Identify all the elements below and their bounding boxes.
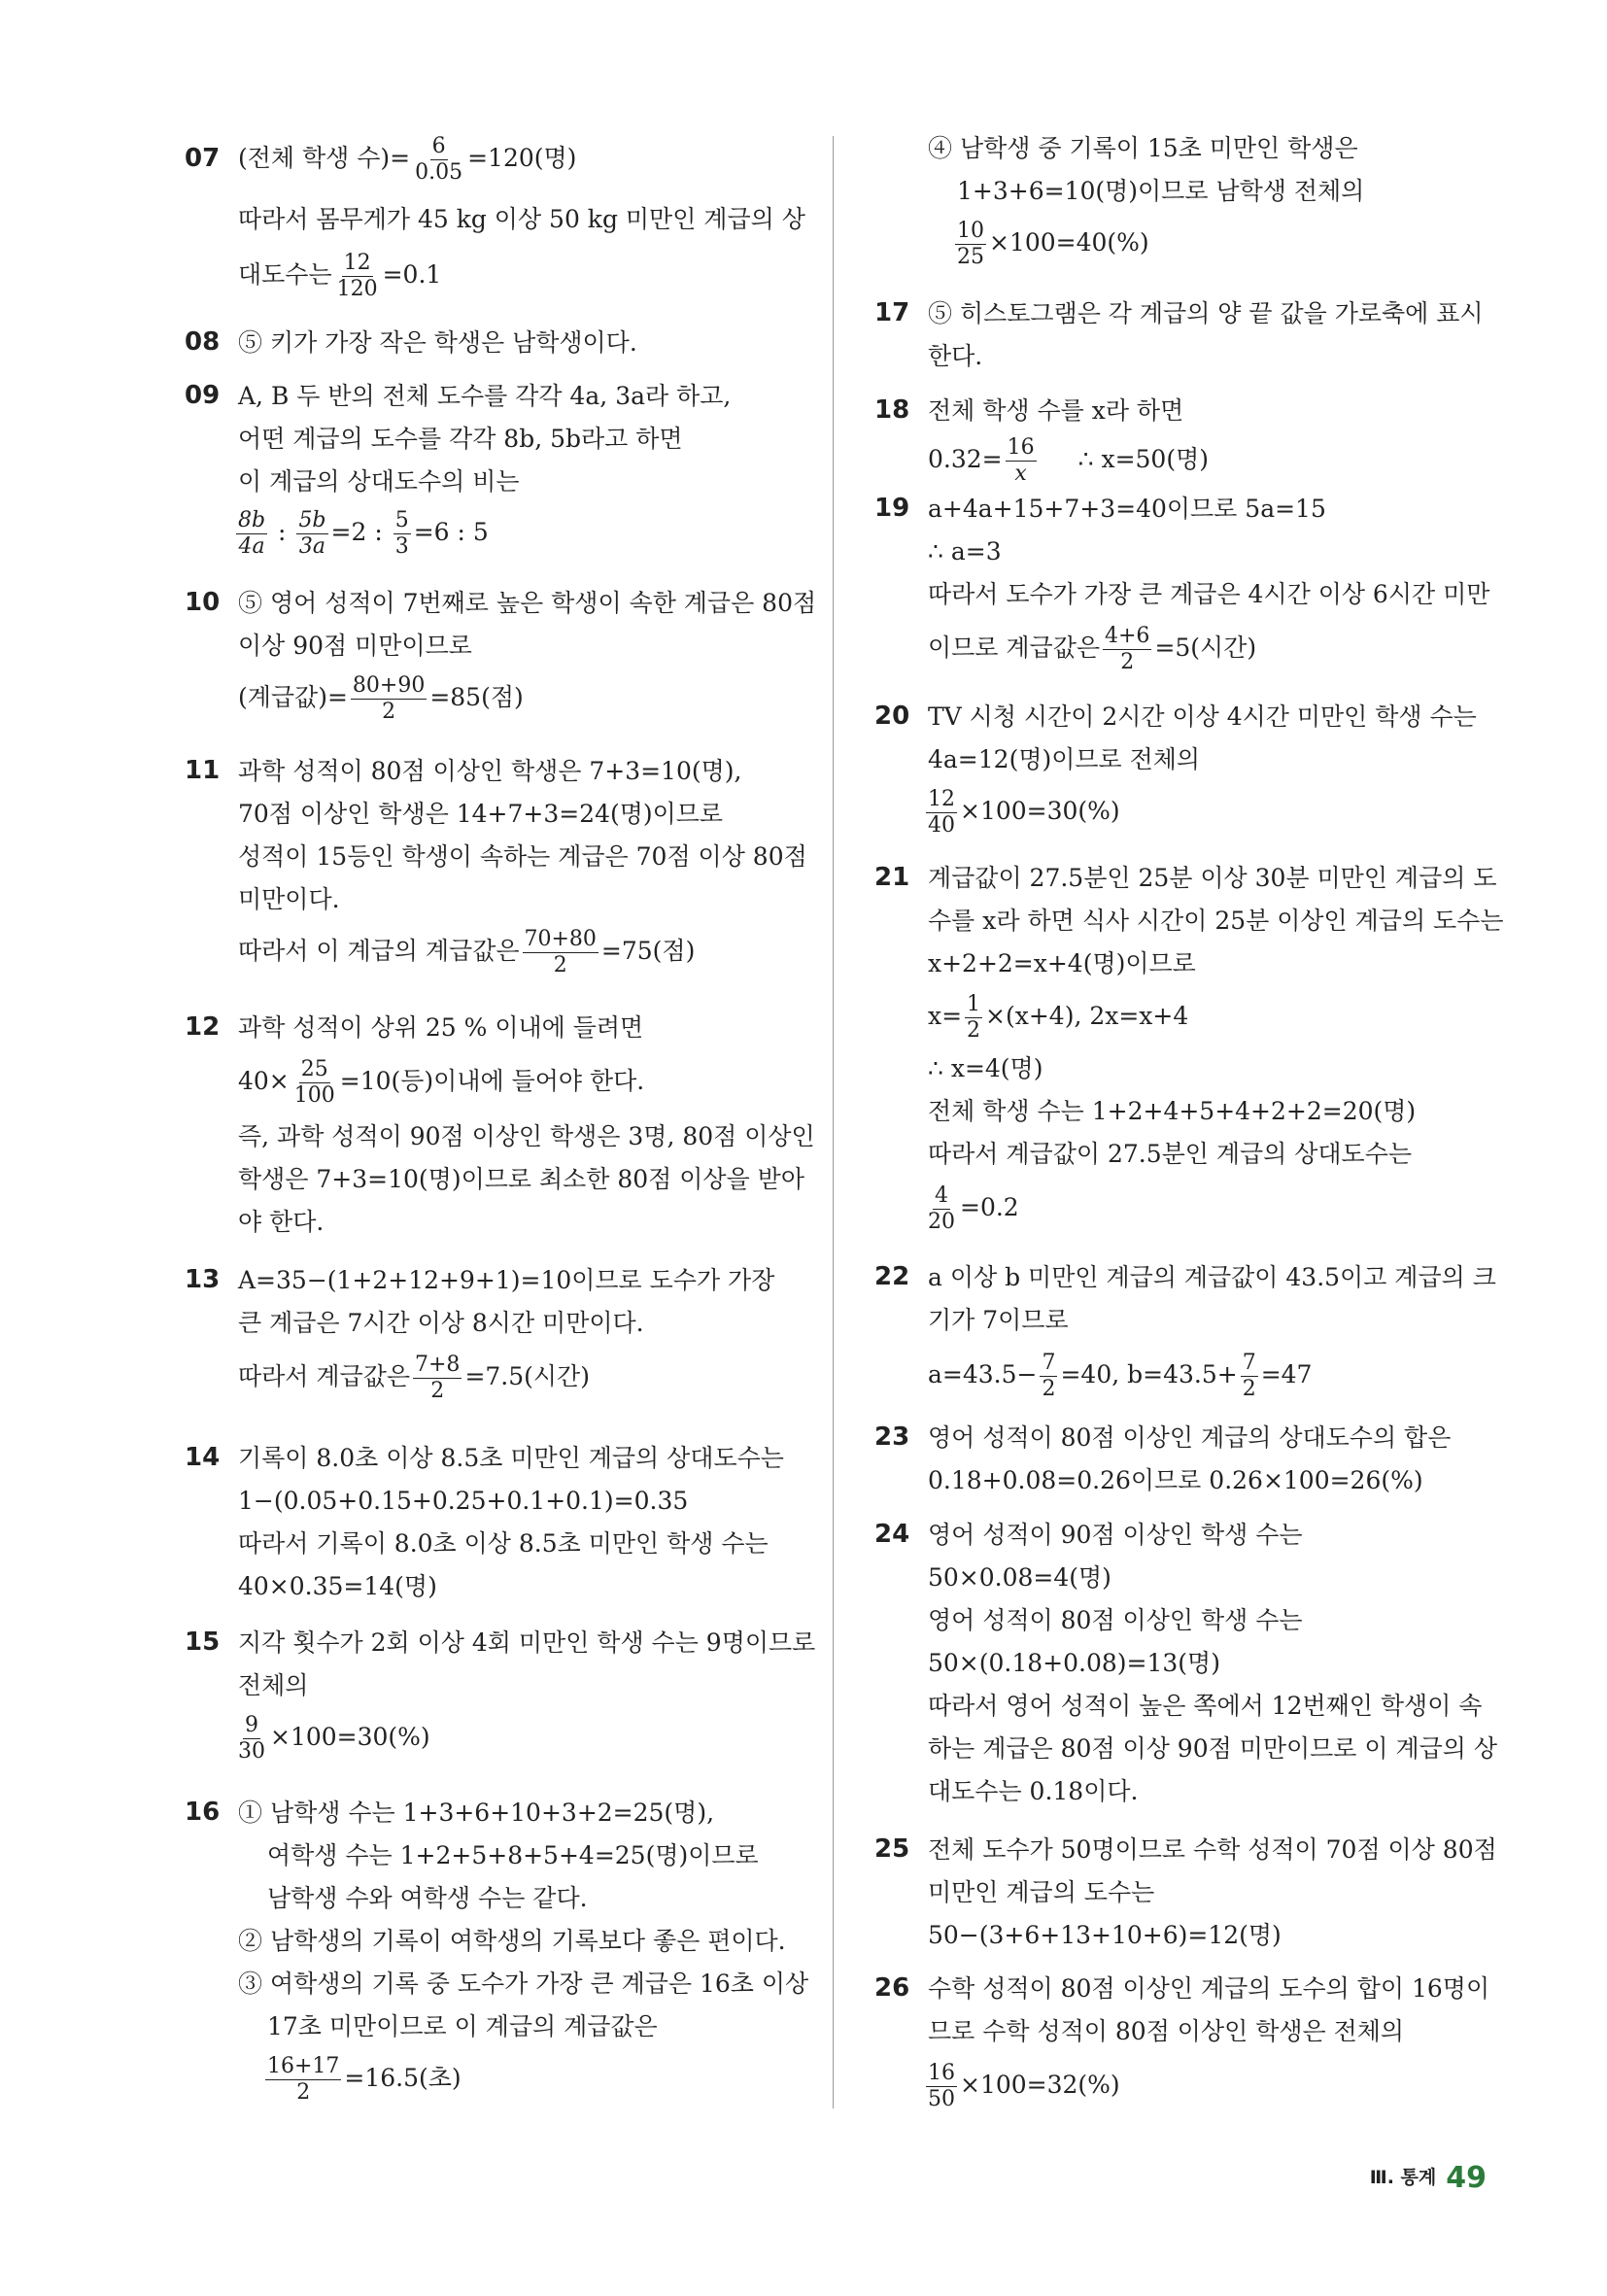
solution-line: (계급값)= $\frac{80+90}{2}$ =85(점) bbox=[238, 673, 524, 724]
solution-line: 대도수는 $\frac{12}{120}$ =0.1 bbox=[238, 251, 442, 301]
fraction: $\frac{10}{25}$ bbox=[957, 219, 984, 269]
solution-line: 따라서 영어 성적이 높은 쪽에서 12번째인 학생이 속 bbox=[928, 1692, 1483, 1720]
solution-line: x+2+2=x+4(명)이므로 bbox=[928, 949, 1196, 977]
solution-line: 기가 7이므로 bbox=[928, 1306, 1069, 1334]
fraction: $\frac{80+90}{2}$ bbox=[352, 673, 426, 724]
solution-line: $\frac{9}{30}$ ×100=30(%) bbox=[238, 1713, 430, 1764]
solution-line: 따라서 기록이 8.0초 이상 8.5초 미만인 학생 수는 bbox=[238, 1529, 769, 1558]
fraction: $\frac{1}{2}$ bbox=[967, 992, 981, 1043]
solution-line: 따라서 몸무게가 45 kg 이상 50 kg 미만인 계급의 상 bbox=[238, 205, 805, 233]
solution-line: 50−(3+6+13+10+6)=12(명) bbox=[928, 1921, 1282, 1949]
solution-line: 0.18+0.08=0.26이므로 0.26×100=26(%) bbox=[928, 1466, 1423, 1494]
solution-line: ⑤ 키가 가장 작은 학생은 남학생이다. bbox=[238, 328, 637, 357]
problem-number: 12 bbox=[185, 1012, 221, 1042]
solution-line: 40× $\frac{25}{100}$ =10(등)이내에 들어야 한다. bbox=[238, 1057, 645, 1108]
solution-line: 성적이 15등인 학생이 속하는 계급은 70점 이상 80점 bbox=[238, 842, 807, 871]
problem-number: 07 bbox=[185, 144, 221, 173]
solution-line: ∴ a=3 bbox=[928, 537, 1002, 565]
problem-number: 15 bbox=[185, 1628, 221, 1657]
fraction: $\frac{5b}{3a}$ bbox=[298, 508, 326, 559]
problem-number: 16 bbox=[185, 1798, 221, 1827]
solution-line: ① 남학생 수는 1+3+6+10+3+2=25(명), bbox=[238, 1799, 715, 1827]
solution-line: ⑤ 히스토그램은 각 계급의 양 끝 값을 가로축에 표시 bbox=[928, 299, 1484, 327]
solution-line: 수를 x라 하면 식사 시간이 25분 이상인 계급의 도수는 bbox=[928, 907, 1504, 935]
solution-line: 미만인 계급의 도수는 bbox=[928, 1878, 1155, 1906]
solution-line: 영어 성적이 80점 이상인 학생 수는 bbox=[928, 1606, 1303, 1634]
solution-line: 1−(0.05+0.15+0.25+0.1+0.1)=0.35 bbox=[238, 1487, 689, 1515]
solution-line: x= $\frac{1}{2}$ ×(x+4), 2x=x+4 bbox=[928, 992, 1189, 1043]
problem-number: 19 bbox=[874, 494, 910, 523]
page-footer bbox=[1370, 2161, 1487, 2195]
fraction: $\frac{16}{50}$ bbox=[928, 2061, 955, 2111]
problem-number: 21 bbox=[874, 863, 910, 892]
problem-number: 24 bbox=[874, 1520, 910, 1549]
fraction: $\frac{12}{120}$ bbox=[336, 251, 378, 301]
solution-line: (전체 학생 수)= $\frac{6}{0.05}$ =120(명) bbox=[238, 134, 577, 185]
fraction: $\frac{7}{2}$ bbox=[1242, 1351, 1256, 1401]
solution-line: a+4a+15+7+3=40이므로 5a=15 bbox=[928, 495, 1326, 523]
solution-line: 남학생 수와 여학생 수는 같다. bbox=[267, 1884, 588, 1912]
solution-line: 과학 성적이 상위 25 % 이내에 들려면 bbox=[238, 1013, 644, 1042]
fraction: $\frac{8b}{4a}$ bbox=[238, 508, 266, 559]
problem-number: 18 bbox=[874, 395, 910, 425]
solution-line: 여학생 수는 1+2+5+8+5+4=25(명)이므로 bbox=[267, 1841, 759, 1869]
fraction: $\frac{9}{30}$ bbox=[238, 1713, 265, 1764]
solution-line: 과학 성적이 80점 이상인 학생은 7+3=10(명), bbox=[238, 757, 742, 785]
section-label: Ⅲ. 통계 bbox=[1369, 2167, 1437, 2188]
solution-line: $\frac{16+17}{2}$ =16.5(초) bbox=[267, 2054, 462, 2105]
solution-line: a=43.5− $\frac{7}{2}$ =40, b=43.5+ $\frac{7}{2}$ =47 bbox=[928, 1351, 1313, 1401]
solution-line: $\frac{4}{20}$ =0.2 bbox=[928, 1183, 1019, 1234]
problem-number: 20 bbox=[874, 702, 910, 731]
problem-number: 10 bbox=[185, 588, 221, 617]
solution-line: 지각 횟수가 2회 이상 4회 미만인 학생 수는 9명이므로 bbox=[238, 1628, 816, 1657]
solution-line: ⑤ 영어 성적이 7번째로 높은 학생이 속한 계급은 80점 bbox=[238, 589, 817, 617]
fraction: $\frac{7+8}{2}$ bbox=[415, 1353, 461, 1403]
fraction: $\frac{5}{3}$ bbox=[394, 508, 409, 559]
problem-number: 23 bbox=[874, 1422, 910, 1452]
solution-line: a 이상 b 미만인 계급의 계급값이 43.5이고 계급의 크 bbox=[928, 1263, 1496, 1291]
solution-line: 1+3+6=10(명)이므로 남학생 전체의 bbox=[957, 177, 1365, 205]
problem-number: 25 bbox=[874, 1834, 910, 1864]
solution-line: 이 계급의 상대도수의 비는 bbox=[238, 467, 520, 496]
solution-line: 70점 이상인 학생은 14+7+3=24(명)이므로 bbox=[238, 800, 724, 828]
problem-number: 26 bbox=[874, 1973, 910, 2003]
solution-line: 이상 90점 미만이므로 bbox=[238, 632, 472, 660]
solution-line: 한다. bbox=[928, 342, 983, 370]
solution-line: $\frac{16}{50}$ ×100=32(%) bbox=[928, 2061, 1120, 2111]
solution-line: 4a=12(명)이므로 전체의 bbox=[928, 745, 1201, 773]
solution-line: A=35−(1+2+12+9+1)=10이므로 도수가 가장 bbox=[238, 1266, 775, 1294]
problem-number: 22 bbox=[874, 1262, 910, 1291]
solution-line: ③ 여학생의 기록 중 도수가 가장 큰 계급은 16초 이상 bbox=[238, 1970, 809, 1998]
problem-number: 09 bbox=[185, 381, 221, 410]
column-divider bbox=[833, 136, 834, 2108]
solution-line: 따라서 이 계급의 계급값은 $\frac{70+80}{2}$ =75(점) bbox=[238, 927, 696, 977]
problem-number: 13 bbox=[185, 1265, 221, 1294]
fraction: $\frac{16+17}{2}$ bbox=[267, 2054, 340, 2105]
fraction: $\frac{25}{100}$ bbox=[293, 1057, 335, 1108]
fraction: $\frac{16}{x}$ bbox=[1007, 435, 1035, 486]
solution-line: 기록이 8.0초 이상 8.5초 미만인 계급의 상대도수는 bbox=[238, 1444, 784, 1472]
solution-line: 수학 성적이 80점 이상인 계급의 도수의 합이 16명이 bbox=[928, 1974, 1490, 2003]
solution-line: 40×0.35=14(명) bbox=[238, 1572, 437, 1600]
solution-line: 영어 성적이 90점 이상인 학생 수는 bbox=[928, 1521, 1303, 1549]
problem-number: 17 bbox=[874, 298, 910, 327]
solution-line: 따라서 계급값은 $\frac{7+8}{2}$ =7.5(시간) bbox=[238, 1353, 590, 1403]
solution-line: 전체 도수가 50명이므로 수학 성적이 70점 이상 80점 bbox=[928, 1835, 1497, 1864]
problem-number: 08 bbox=[185, 327, 221, 357]
solution-line: 대도수는 0.18이다. bbox=[928, 1777, 1139, 1805]
solution-line: $\frac{10}{25}$ ×100=40(%) bbox=[957, 219, 1149, 269]
solution-line: 즉, 과학 성적이 90점 이상인 학생은 3명, 80점 이상인 bbox=[238, 1122, 815, 1150]
solution-line: 전체 학생 수를 x라 하면 bbox=[928, 396, 1184, 425]
solution-line: 이므로 계급값은 $\frac{4+6}{2}$ =5(시간) bbox=[928, 624, 1257, 674]
fraction: $\frac{6}{0.05}$ bbox=[415, 134, 463, 185]
solution-line: ② 남학생의 기록이 여학생의 기록보다 좋은 편이다. bbox=[238, 1927, 786, 1955]
solution-line: 하는 계급은 80점 이상 90점 미만이므로 이 계급의 상 bbox=[928, 1734, 1498, 1763]
page-number: 49 bbox=[1446, 2161, 1487, 2195]
solution-line: A, B 두 반의 전체 도수를 각각 4a, 3a라 하고, bbox=[238, 382, 732, 410]
solution-line: 므로 수학 성적이 80점 이상인 학생은 전체의 bbox=[928, 2017, 1405, 2045]
problem-number: 14 bbox=[185, 1443, 221, 1472]
solution-line: 계급값이 27.5분인 25분 이상 30분 미만인 계급의 도 bbox=[928, 864, 1497, 892]
solution-line: 0.32= $\frac{16}{x}$ ∴ x=50(명) bbox=[928, 435, 1209, 486]
problem-number: 11 bbox=[185, 756, 221, 785]
solution-line: 전체의 bbox=[238, 1671, 309, 1699]
fraction: $\frac{4+6}{2}$ bbox=[1105, 624, 1150, 674]
solution-line: $\frac{12}{40}$ ×100=30(%) bbox=[928, 787, 1120, 838]
solution-line: ∴ x=4(명) bbox=[928, 1054, 1043, 1082]
fraction: $\frac{70+80}{2}$ bbox=[524, 927, 597, 977]
solution-line: ④ 남학생 중 기록이 15초 미만인 학생은 bbox=[928, 134, 1358, 162]
solution-line: 야 한다. bbox=[238, 1208, 325, 1236]
solution-line: TV 시청 시간이 2시간 이상 4시간 미만인 학생 수는 bbox=[928, 703, 1477, 731]
fraction: $\frac{4}{20}$ bbox=[928, 1183, 955, 1234]
solution-line: 어떤 계급의 도수를 각각 8b, 5b라고 하면 bbox=[238, 425, 683, 453]
solution-line: 학생은 7+3=10(명)이므로 최소한 80점 이상을 받아 bbox=[238, 1165, 804, 1193]
fraction: $\frac{12}{40}$ bbox=[928, 787, 955, 838]
solution-line: 따라서 계급값이 27.5분인 계급의 상대도수는 bbox=[928, 1140, 1413, 1168]
solution-line: 따라서 도수가 가장 큰 계급은 4시간 이상 6시간 미만 bbox=[928, 580, 1490, 608]
solution-line: 큰 계급은 7시간 이상 8시간 미만이다. bbox=[238, 1309, 644, 1337]
solution-line: 전체 학생 수는 1+2+4+5+4+2+2=20(명) bbox=[928, 1097, 1417, 1125]
fraction: $\frac{7}{2}$ bbox=[1042, 1351, 1056, 1401]
solution-line: $\frac{8b}{4a}$ : $\frac{5b}{3a}$ =2 : $\frac{5}{3}$ =6 : 5 bbox=[238, 508, 489, 559]
solution-line: 영어 성적이 80점 이상인 계급의 상대도수의 합은 bbox=[928, 1423, 1452, 1452]
solution-line: 50×(0.18+0.08)=13(명) bbox=[928, 1649, 1220, 1677]
solution-line: 50×0.08=4(명) bbox=[928, 1563, 1111, 1592]
solution-line: 17초 미만이므로 이 계급의 계급값은 bbox=[267, 2012, 658, 2040]
solution-line: 미만이다. bbox=[238, 885, 340, 913]
